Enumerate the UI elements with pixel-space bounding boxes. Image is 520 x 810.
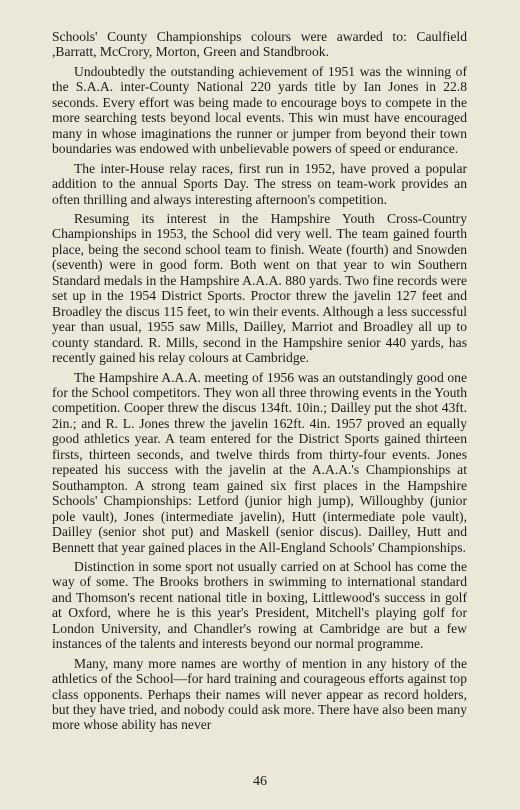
paragraph: Distinction in some sport not usually carried on at School has come the way of some. The Brooks brothers in swimming to international standard and Thomson's recent national title in boxing, Littlewood's success in golf at Oxford, where he is this year's President, Mitchell's playing golf for London University, and Chandler's rowing at Cambridge are but a few instances of the talents and interests beyond our normal programme. [52, 558, 467, 652]
body-text [52, 29, 467, 737]
paragraph: The Hampshire A.A.A. meeting of 1956 was an outstandingly good one for the School competitors. They won all three throwing events in the Youth competition. Cooper threw the discus 134ft. 10in.; Dailley put the shot 43ft. 2in.; and R. L. Jones threw the javelin 162ft. 4in. 1957 proved an equally good athletics year. A team entered for the District Sports gained thirteen firsts, thirteen seconds, and twelve thirds from thirty-four events. Jones repeated his success with the javelin at the A.A.A.'s Championships at Southampton. A strong team gained six first places in the Hampshire Schools' Championships: Letford (junior high jump), Willoughby (junior pole vault), Jones (intermediate javelin), Hutt (intermediate pole vault), Dailley (senior shot put) and Maskell (senior discus). Dailley, Hutt and Bennett that year gained places in the All-England Schools' Championships. [52, 369, 467, 555]
page-number: 46 [253, 774, 267, 789]
paragraph: Many, many more names are worthy of mention in any history of the athletics of the School—for hard training and courageous efforts against top class opponents. Perhaps their names will never appear as record holders, but they have tried, and nobody could ask more. There have also been many more whose ability has never [52, 655, 467, 733]
paragraph: Schools' County Championships colours were awarded to: Caulfield ,Barratt, McCrory, Morton, Green and Standbrook. [52, 29, 467, 60]
paragraph: Resuming its interest in the Hampshire Youth Cross-Country Championships in 1953, the School did very well. The team gained fourth place, being the second school team to finish. Weate (fourth) and Snowden (seventh) were in good form. Both went on that year to win Southern Standard medals in the Hampshire A.A.A. 880 yards. Two fine records were set up in the 1954 District Sports. Proctor threw the javelin 127 feet and Broadley the discus 115 feet, to win their events. Although a less successful year than usual, 1955 saw Mills, Dailley, Marriot and Broadley all up to county standard. R. Mills, second in the Hampshire senior 440 yards, has recently gained his relay colours at Cambridge. [52, 210, 467, 366]
paragraph: The inter-House relay races, first run in 1952, have proved a popular addition to the annual Sports Day. The stress on team-work provides an often thrilling and always interesting afternoon's competition. [52, 160, 467, 207]
paragraph: Undoubtedly the outstanding achievement of 1951 was the winning of the S.A.A. inter-County National 220 yards title by Ian Jones in 22.8 seconds. Every effort was being made to encourage boys to compete in the more searching tests beyond local events. This win must have encouraged many in whose imaginations the runner or jumper from beyond their town boundaries was endowed with unbelievable powers of speed or endurance. [52, 63, 467, 157]
